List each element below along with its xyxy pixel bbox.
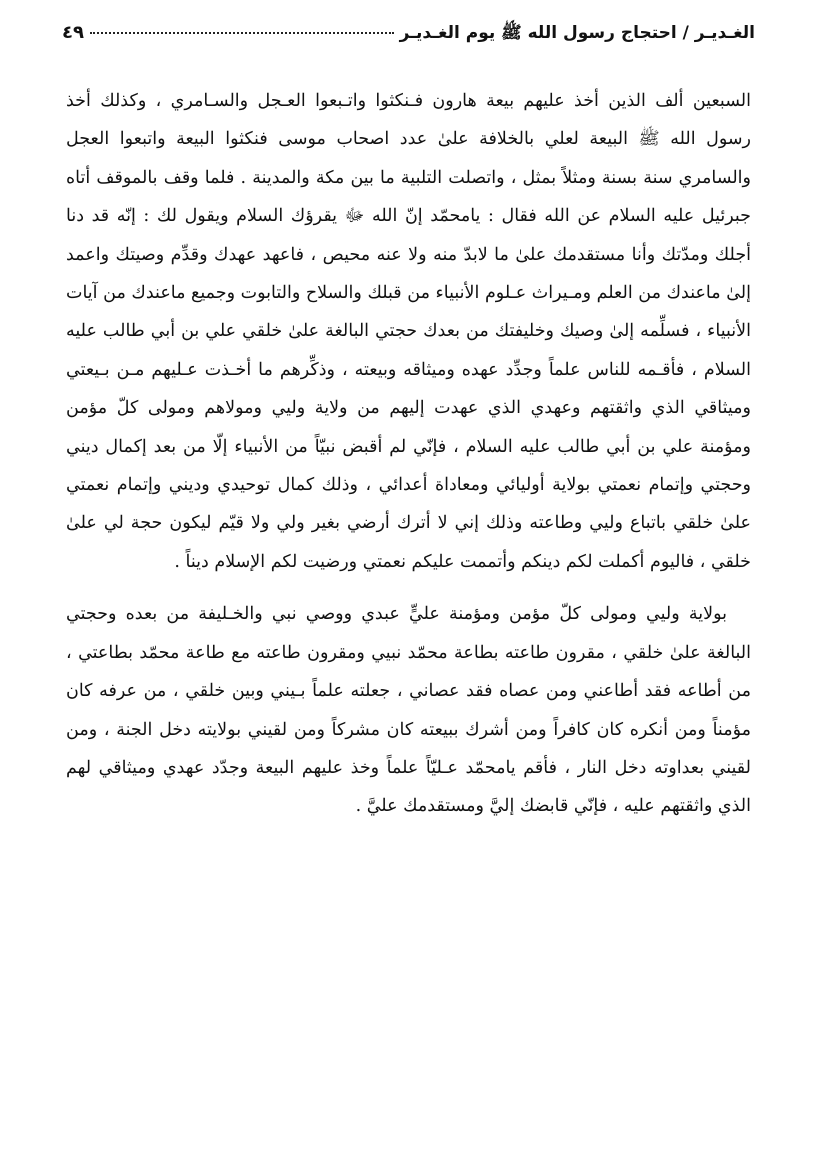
page-number: ٤٩ — [62, 22, 84, 43]
paragraph-1: السبعين ألف الذين أخذ عليهم بيعة هارون فـنكثوا واتـبعوا العـجل والسـامري ، وكذلك أخذ رسول الله ﷺ البيعة لعلي بالخلافة علىٰ عدد اصحاب موسى فنكثوا البيعة واتبعوا العجل والسامري سنة بسنة ومثلاً بمثل ، واتصلت التلبية ما بين مكة والمدينة . فلما وقف بالموقف أتاه جبرئيل عليه السلام عن الله فقال : يامحمّد إنّ الله ﷻ يقرؤك السلام ويقول لك : إنّه قد دنا أجلك ومدّتك وأنا مستقدمك علىٰ ما لابدّ منه ولا عنه محيص ، فاعهد عهدك وقدِّم وصيتك واعمد إلىٰ ماعندك من العلم ومـيراث عـلوم الأنبياء من قبلك والسلاح والتابوت وجميع ماعندك من آيات الأنبياء ، فسلِّمه إلىٰ وصيك وخليفتك من بعدك حجتي البالغة علىٰ خلقي علي بن أبي طالب عليه السلام ، فأقـمه للناس علماً وجدِّد عهده وميثاقه وبيعته ، وذكِّرهم ما أخـذت عـليهم مـن بـيعتي وميثاقي الذي واثقتهم وعهدي الذي عهدت إليهم من ولاية وليي ومولاهم ومولى كلّ مؤمن ومؤمنة علي بن أبي طالب عليه السلام ، فإنّي لم أقبض نبيّاً من الأنبياء إلّا من بعد إكمال ديني وحجتي وإتمام نعمتي بولاية أوليائي ومعاداة أعدائي ، وذلك كمال توحيدي وديني وإتمام نعمتي علىٰ خلقي باتباع وليي وطاعته وذلك إني لا أترك أرضي بغير ولي ولا قيّم ليكون حجة لي علىٰ خلقي ، فاليوم أكملت لكم دينكم وأتممت عليكم نعمتي ورضيت لكم الإسلام ديناً . — [66, 91, 751, 572]
paragraph-2: بولاية وليي ومولى كلّ مؤمن ومؤمنة عليٍّ عبدي ووصي نبي والخـليفة من بعده وحجتي البالغة علىٰ خلقي ، مقرون طاعته بطاعة محمّد نبيي ومقرون طاعته مع طاعة محمّد بطاعتي ، من أطاعه فقد أطاعني ومن عصاه فقد عصاني ، جعلته علماً بـيني وبين خلقي ، من عرفه كان مؤمناً ومن أنكره كان كافراً ومن أشرك ببيعته كان مشركاً ومن لقيني بولايته دخل الجنة ، ومن لقيني بعداوته دخل النار ، فأقم يامحمّد عـليّاً علماً وخذ عليهم البيعة وجدّد عهدي وميثاقي لهم الذي واثقتهم عليه ، فإنّي قابضك إليَّ ومستقدمك عليَّ . — [66, 604, 751, 817]
header-dotted-leader — [90, 32, 394, 34]
running-header — [62, 22, 755, 54]
body-text — [66, 82, 751, 826]
header-title: الغـديـر / احتجاج رسول الله ﷺ يوم الغـديـر — [399, 23, 755, 43]
